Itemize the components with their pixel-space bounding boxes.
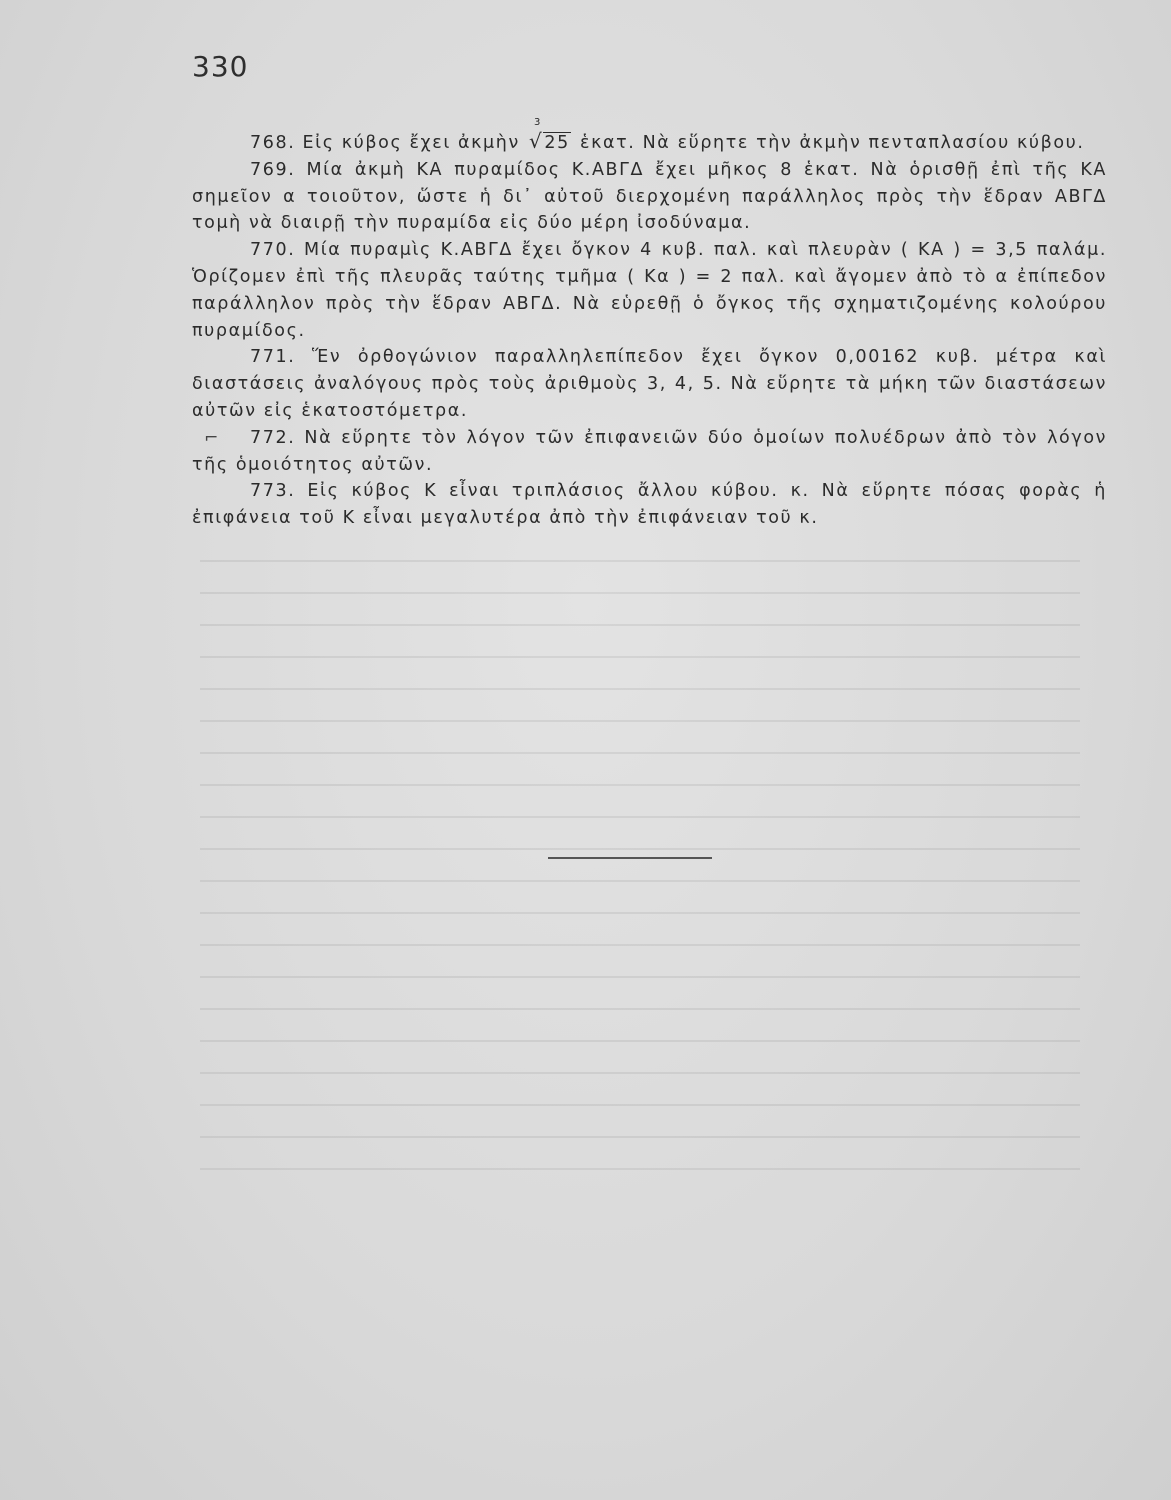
bleed-through-shadow: [200, 560, 1080, 1360]
problem-772: 772. Νὰ εὕρητε τὸν λόγον τῶν ἐπιφανειῶν δύο ὁμοίων πολυέδρων ἀπὸ τὸν λόγον τῆς ὁμοιότητος αὐτῶν.: [192, 427, 1107, 475]
exercise-list: [192, 117, 1107, 532]
problem-770: 770. Μία πυραμὶς Κ.ΑΒΓΔ ἔχει ὄγκον 4 κυβ. παλ. καὶ πλευρὰν ( ΚΑ ) = 3,5 παλάμ. Ὁρίζομεν ἐπὶ τῆς πλευρᾶς ταύτης τμῆμα ( Κα ) = 2 παλ. καὶ ἄγομεν ἀπὸ τὸ α ἐπίπεδον παράλληλον πρὸς τὴν ἕδραν ΑΒΓΔ. Νὰ εὑρεθῇ ὁ ὄγκος τῆς σχηματιζομένης κολούρου πυραμίδος.: [192, 240, 1107, 341]
problem-769: 769. Μία ἀκμὴ ΚΑ πυραμίδος Κ.ΑΒΓΔ ἔχει μῆκος 8 ἑκατ. Νὰ ὁρισθῇ ἐπὶ τῆς ΚΑ σημεῖον α τοιοῦτον, ὥστε ἡ δι᾿ αὐτοῦ διερχομένη παράλληλος πρὸς τὴν ἕδραν ΑΒΓΔ τομὴ νὰ διαιρῇ τὴν πυραμίδα εἰς δύο μέρη ἰσοδύναμα.: [192, 159, 1107, 234]
cube-root: [529, 117, 571, 157]
problem-771: 771. Ἕν ὀρθογώνιον παραλληλεπίπεδον ἔχει ὄγκον 0,00162 κυβ. μέτρα καὶ διαστάσεις ἀναλόγους πρὸς τοὺς ἀριθμοὺς 3, 4, 5. Νὰ εὕρητε τὰ μήκη τῶν διαστάσεων αὐτῶν εἰς ἑκατοστόμετρα.: [192, 347, 1107, 421]
problem-773: 773. Εἰς κύβος Κ εἶναι τριπλάσιος ἄλλου κύβου. κ. Νὰ εὕρητε πόσας φορὰς ἡ ἐπιφάνεια τοῦ Κ εἶναι μεγαλυτέρα ἀπὸ τὴν ἐπιφάνειαν τοῦ κ.: [192, 481, 1107, 529]
radicand: 25: [544, 133, 570, 153]
radical-sign: √: [529, 129, 544, 153]
problem-768-end: ἑκατ. Νὰ εὕρητε τὴν ἀκμὴν πενταπλασίου κύβου.: [572, 133, 1085, 153]
page-number: 330: [192, 50, 249, 83]
cube-root-index: 3: [534, 117, 542, 128]
handwritten-margin-mark: ⌐: [204, 427, 220, 448]
problem-768-start: 768. Εἰς κύβος ἔχει ἀκμὴν: [250, 133, 528, 153]
section-divider: [548, 857, 712, 859]
problem-772-wrapper: [192, 425, 1107, 479]
problem-768: [192, 117, 1107, 157]
